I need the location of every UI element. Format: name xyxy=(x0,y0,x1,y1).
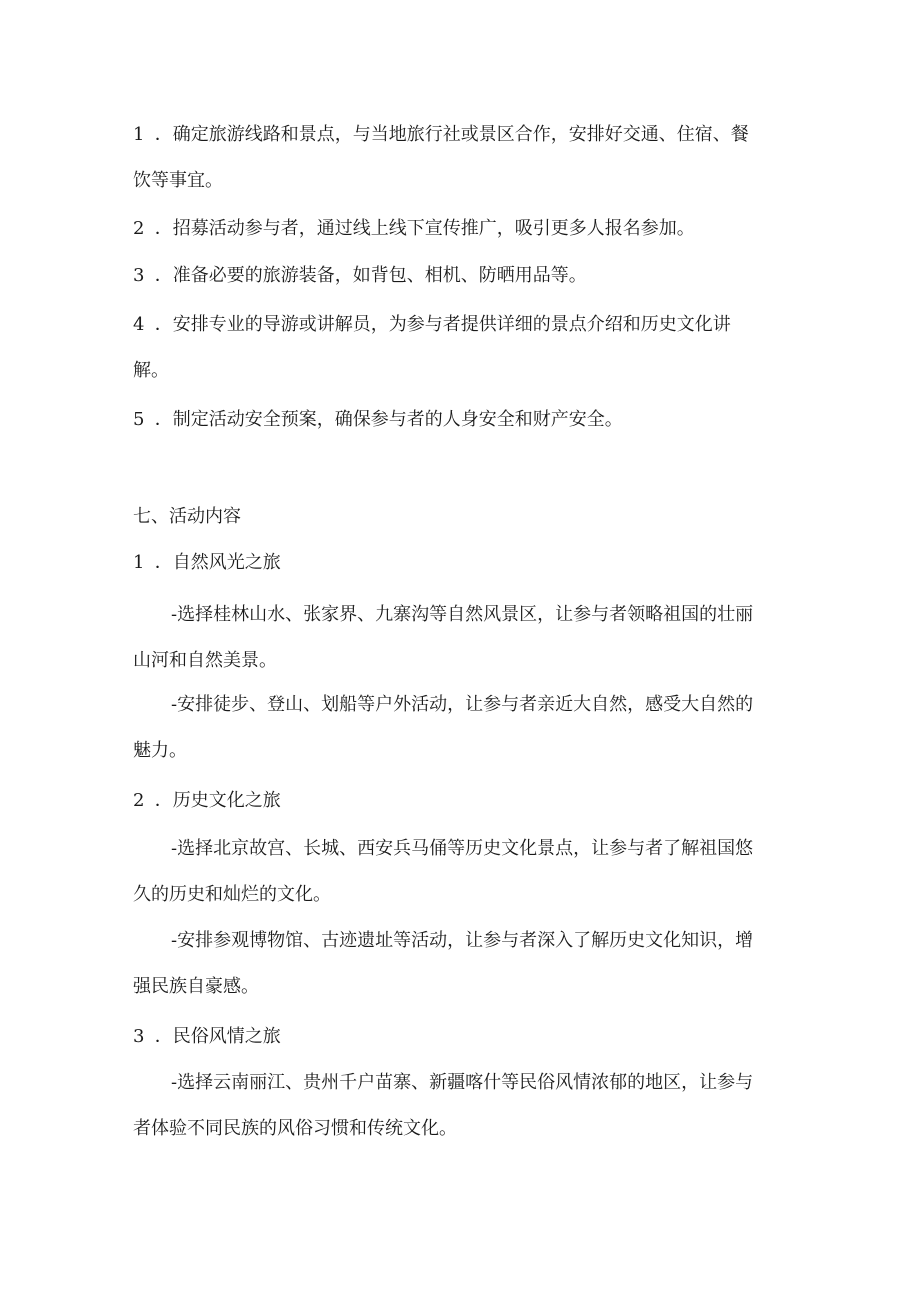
section-heading-text: 七、活动内容 xyxy=(133,506,241,527)
tour-2-number: 2 xyxy=(133,790,145,811)
tour-1-title xyxy=(133,540,783,586)
tour-1-title-line xyxy=(133,540,783,586)
prep-item-1-line-1 xyxy=(133,112,783,158)
prep-item-5-line-1 xyxy=(133,397,783,443)
tour-3-bullet-1 xyxy=(133,1060,783,1152)
section-heading xyxy=(133,494,783,540)
prep-item-3-text: ．准备必要的旅游装备，如背包、相机、防晒用品等。 xyxy=(149,265,587,286)
prep-item-4-text: ．安排专业的导游或讲解员，为参与者提供详细的景点介绍和历史文化讲 xyxy=(149,314,731,335)
prep-item-2-line-1 xyxy=(133,206,783,252)
tour-1-bullet-2-line-2: 魅力。 xyxy=(133,740,187,761)
tour-3-number: 3 xyxy=(133,1026,145,1047)
tour-2-title-text: ．历史文化之旅 xyxy=(149,790,281,811)
prep-item-5-text: ．制定活动安全预案，确保参与者的人身安全和财产安全。 xyxy=(149,409,623,430)
tour-2-bullet-2-text: -安排参观博物馆、古迹遗址等活动，让参与者深入了解历史文化知识，增 xyxy=(171,930,754,951)
tour-1-bullet-1-line-2: 山河和自然美景。 xyxy=(133,650,277,671)
prep-item-1-number: 1 xyxy=(133,124,145,145)
tour-1-bullet-1 xyxy=(133,592,783,684)
prep-item-3-line-1 xyxy=(133,253,783,299)
tour-2-bullet-2 xyxy=(133,918,783,1010)
tour-3-bullet-1-text: -选择云南丽江、贵州千户苗寨、新疆喀什等民俗风情浓郁的地区，让参与 xyxy=(171,1072,754,1093)
tour-2-bullet-2-line-2: 强民族自豪感。 xyxy=(133,976,259,997)
prep-item-4-line-1 xyxy=(133,302,783,348)
prep-item-5 xyxy=(133,397,783,443)
tour-1-title-text: ．自然风光之旅 xyxy=(149,552,281,573)
prep-item-2-text: ．招募活动参与者，通过线上线下宣传推广，吸引更多人报名参加。 xyxy=(149,218,695,239)
tour-1-bullet-1-line-1 xyxy=(133,592,783,638)
prep-item-3 xyxy=(133,253,783,299)
prep-item-1-text: ．确定旅游线路和景点，与当地旅行社或景区合作，安排好交通、住宿、餐 xyxy=(149,124,749,145)
prep-item-1-line-2: 饮等事宜。 xyxy=(133,170,223,191)
tour-1-number: 1 xyxy=(133,552,145,573)
tour-1-bullet-2-line-1 xyxy=(133,682,783,728)
tour-3-title-text: ．民俗风情之旅 xyxy=(149,1026,281,1047)
tour-3-bullet-1-line-1 xyxy=(133,1060,783,1106)
tour-2-bullet-1 xyxy=(133,826,783,918)
tour-3-title-line xyxy=(133,1014,783,1060)
tour-1-bullet-2-text: -安排徒步、登山、划船等户外活动，让参与者亲近大自然，感受大自然的 xyxy=(171,694,754,715)
tour-1-bullet-1-text: -选择桂林山水、张家界、九寨沟等自然风景区，让参与者领略祖国的壮丽 xyxy=(171,604,754,625)
tour-3-title xyxy=(133,1014,783,1060)
tour-1-bullet-2 xyxy=(133,682,783,774)
prep-item-5-number: 5 xyxy=(133,409,145,430)
prep-item-1 xyxy=(133,112,783,204)
prep-item-3-number: 3 xyxy=(133,265,145,286)
prep-item-4-line-2: 解。 xyxy=(133,360,169,381)
prep-item-4 xyxy=(133,302,783,394)
tour-2-bullet-1-line-2: 久的历史和灿烂的文化。 xyxy=(133,884,331,905)
tour-2-bullet-2-line-1 xyxy=(133,918,783,964)
prep-item-2 xyxy=(133,206,783,252)
prep-item-4-number: 4 xyxy=(133,314,145,335)
tour-2-title xyxy=(133,778,783,824)
tour-2-bullet-1-text: -选择北京故宫、长城、西安兵马俑等历史文化景点，让参与者了解祖国悠 xyxy=(171,838,754,859)
tour-2-bullet-1-line-1 xyxy=(133,826,783,872)
prep-item-2-number: 2 xyxy=(133,218,145,239)
tour-2-title-line xyxy=(133,778,783,824)
tour-3-bullet-1-line-2: 者体验不同民族的风俗习惯和传统文化。 xyxy=(133,1118,457,1139)
